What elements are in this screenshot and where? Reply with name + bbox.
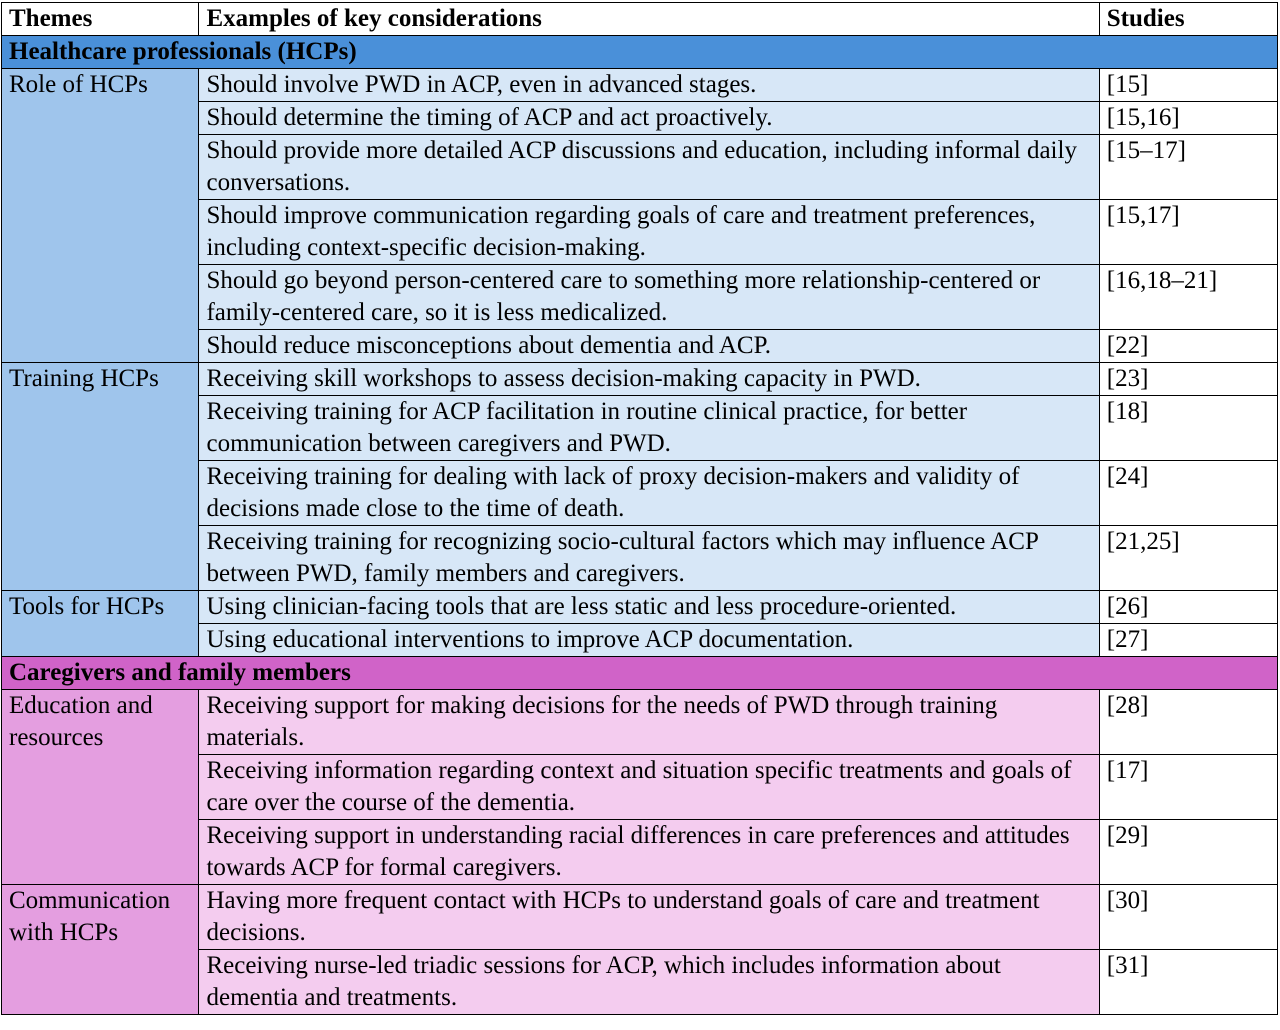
studies-cell: [21,25] [1099, 526, 1277, 591]
considerations-table [1, 2, 1278, 1015]
studies-cell: [31] [1099, 950, 1277, 1015]
table-row [2, 363, 1278, 396]
example-cell: Receiving support for making decisions for the needs of PWD through training materials. [199, 690, 1099, 755]
studies-cell: [27] [1099, 624, 1277, 657]
studies-cell: [15] [1099, 69, 1277, 102]
section-row-caregivers [2, 657, 1278, 690]
example-cell: Receiving skill workshops to assess decision-making capacity in PWD. [199, 363, 1099, 396]
table-row [2, 69, 1278, 102]
studies-cell: [15–17] [1099, 135, 1277, 200]
example-cell: Receiving training for recognizing socio-cultural factors which may influence ACP between PWD, family members and caregivers. [199, 526, 1099, 591]
studies-cell: [17] [1099, 755, 1277, 820]
studies-cell: [30] [1099, 885, 1277, 950]
table-row [2, 591, 1278, 624]
example-cell: Receiving training for ACP facilitation in routine clinical practice, for better communication between caregivers and PWD. [199, 396, 1099, 461]
header-themes: Themes [2, 3, 199, 36]
studies-cell: [29] [1099, 820, 1277, 885]
section-row-hcps [2, 36, 1278, 69]
section-title: Caregivers and family members [2, 657, 1278, 690]
studies-cell: [22] [1099, 330, 1277, 363]
studies-cell: [18] [1099, 396, 1277, 461]
example-cell: Using clinician-facing tools that are less static and less procedure-oriented. [199, 591, 1099, 624]
studies-cell: [26] [1099, 591, 1277, 624]
theme-cell: Training HCPs [2, 363, 199, 591]
example-cell: Receiving nurse-led triadic sessions for ACP, which includes information about dementia and treatments. [199, 950, 1099, 1015]
studies-cell: [15,17] [1099, 200, 1277, 265]
section-title: Healthcare professionals (HCPs) [2, 36, 1278, 69]
studies-cell: [28] [1099, 690, 1277, 755]
theme-cell: Education and resources [2, 690, 199, 885]
table-row [2, 885, 1278, 950]
header-row [2, 3, 1278, 36]
table-row [2, 690, 1278, 755]
theme-cell: Communication with HCPs [2, 885, 199, 1015]
example-cell: Should improve communication regarding goals of care and treatment preferences, including context-specific decision-making. [199, 200, 1099, 265]
example-cell: Should reduce misconceptions about dementia and ACP. [199, 330, 1099, 363]
example-cell: Using educational interventions to improve ACP documentation. [199, 624, 1099, 657]
studies-cell: [16,18–21] [1099, 265, 1277, 330]
theme-cell: Role of HCPs [2, 69, 199, 363]
example-cell: Receiving training for dealing with lack of proxy decision-makers and validity of decisions made close to the time of death. [199, 461, 1099, 526]
studies-cell: [23] [1099, 363, 1277, 396]
header-studies: Studies [1099, 3, 1277, 36]
example-cell: Receiving information regarding context and situation specific treatments and goals of care over the course of the dementia. [199, 755, 1099, 820]
studies-cell: [15,16] [1099, 102, 1277, 135]
example-cell: Should involve PWD in ACP, even in advanced stages. [199, 69, 1099, 102]
example-cell: Receiving support in understanding racial differences in care preferences and attitudes towards ACP for formal caregivers. [199, 820, 1099, 885]
example-cell: Should provide more detailed ACP discussions and education, including informal daily conversations. [199, 135, 1099, 200]
example-cell: Should go beyond person-centered care to something more relationship-centered or family-centered care, so it is less medicalized. [199, 265, 1099, 330]
theme-cell: Tools for HCPs [2, 591, 199, 657]
studies-cell: [24] [1099, 461, 1277, 526]
example-cell: Having more frequent contact with HCPs to understand goals of care and treatment decisions. [199, 885, 1099, 950]
header-examples: Examples of key considerations [199, 3, 1099, 36]
example-cell: Should determine the timing of ACP and act proactively. [199, 102, 1099, 135]
